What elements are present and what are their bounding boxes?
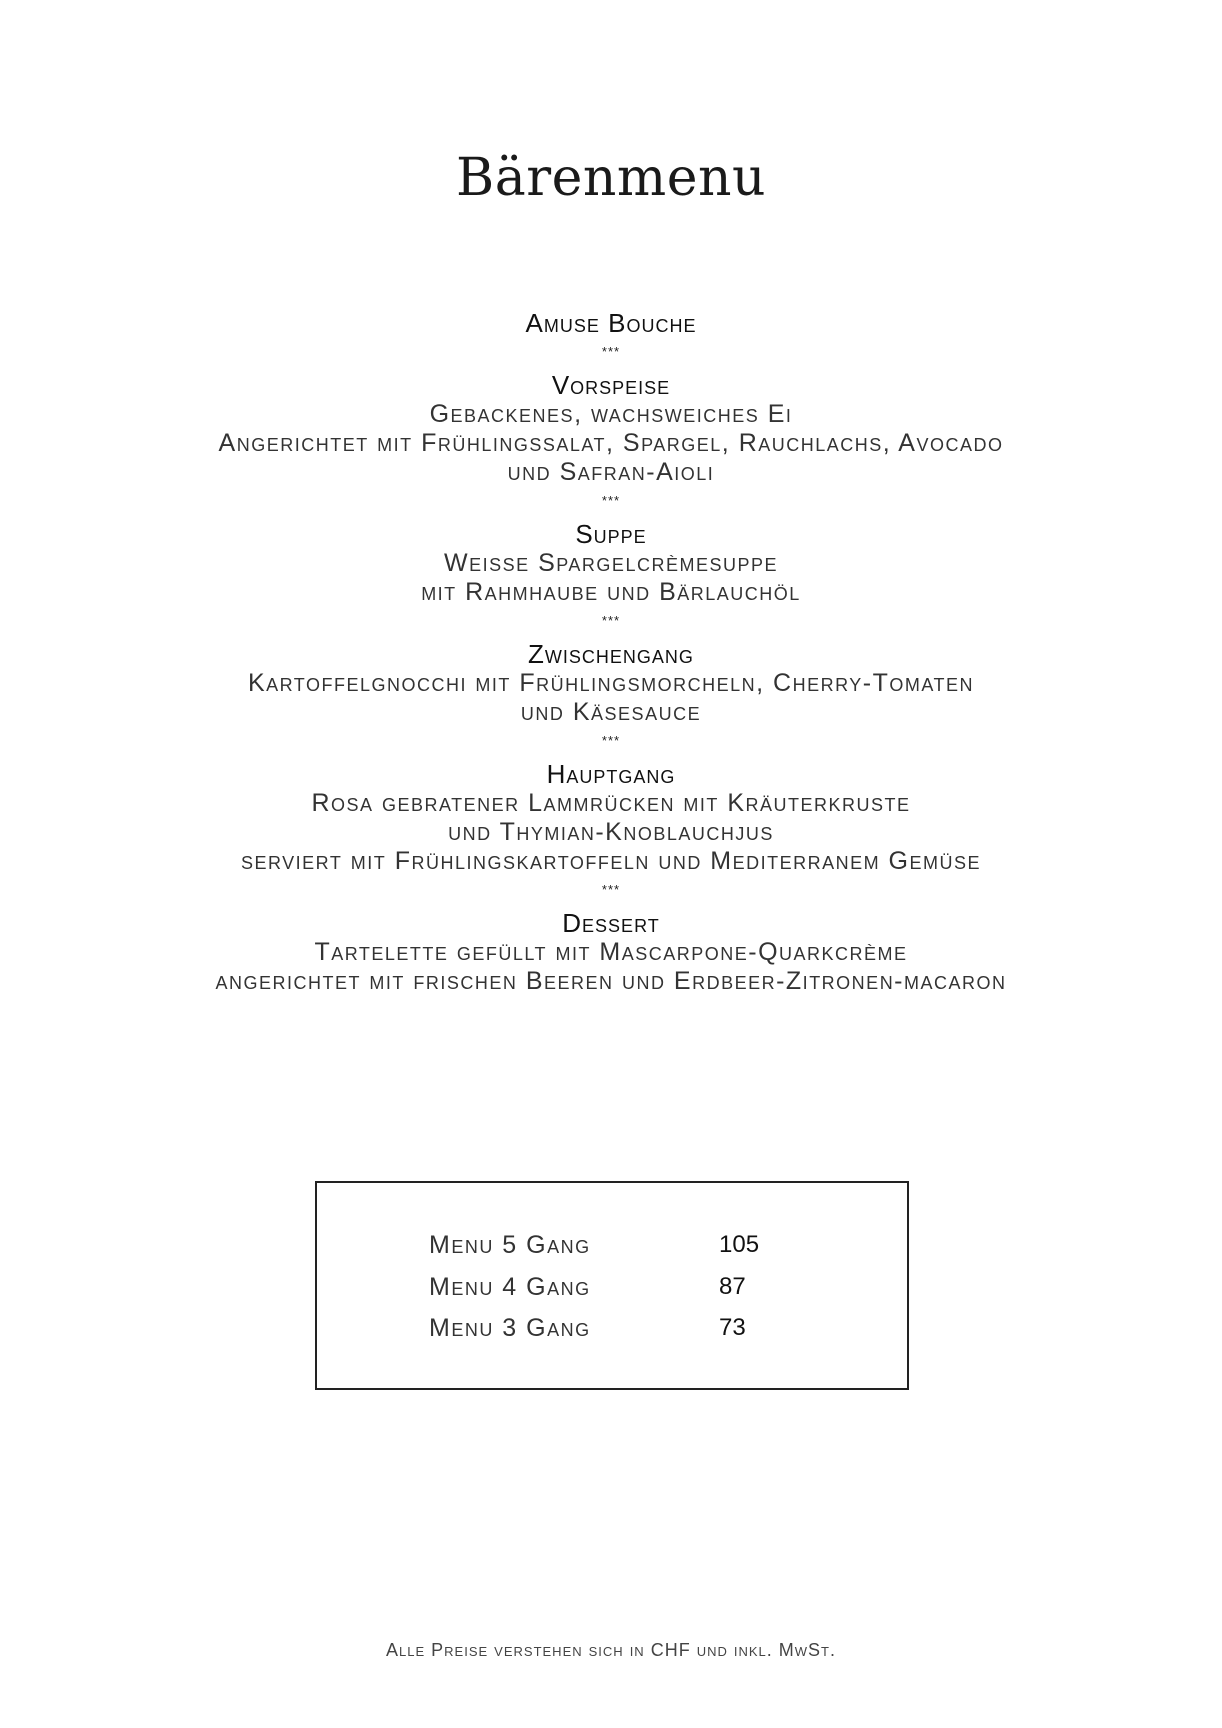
price-label: Menu 5 Gang (429, 1231, 591, 1259)
price-value: 73 (719, 1314, 746, 1341)
course-description: mit Rahmhaube und Bärlauchöl (421, 578, 801, 606)
price-value: 87 (719, 1273, 746, 1300)
course-name: Amuse Bouche (525, 308, 697, 338)
course-description: Rosa gebratener Lammrücken mit Kräuterkruste (311, 789, 911, 817)
price-label: Menu 3 Gang (429, 1314, 591, 1342)
course-name: Zwischengang (528, 639, 694, 669)
price-box (315, 1181, 909, 1390)
course-amuse-bouche (0, 308, 1222, 338)
course-description: Tartelette gefüllt mit Mascarpone-Quarkcrème (314, 938, 908, 966)
course-description: Weisse Spargelcrèmesuppe (444, 549, 778, 577)
course-separator: *** (601, 882, 621, 897)
course-separator: *** (601, 733, 621, 748)
course-dessert (0, 908, 1222, 996)
course-separator: *** (601, 493, 621, 508)
course-name: Vorspeise (551, 370, 671, 400)
course-description: und Käsesauce (520, 698, 702, 726)
price-footnote: Alle Preise verstehen sich in CHF und inkl. MwSt. (386, 1640, 836, 1660)
course-name: Dessert (562, 908, 660, 938)
course-zwischengang (0, 639, 1222, 727)
course-separator: *** (601, 344, 621, 359)
price-value: 105 (719, 1231, 760, 1258)
course-description: Angerichtet mit Frühlingssalat, Spargel, Rauchlachs, Avocado (218, 429, 1004, 457)
price-row (429, 1308, 849, 1348)
course-vorspeise (0, 370, 1222, 487)
course-description: angerichtet mit frischen Beeren und Erdbeer-Zitronen-macaron (215, 967, 1007, 995)
menu-title: Bärenmenu (456, 148, 766, 208)
course-list (0, 308, 1222, 996)
course-hauptgang (0, 759, 1222, 876)
course-description: serviert mit Frühlingskartoffeln und Mediterranem Gemüse (240, 847, 982, 875)
course-name: Suppe (575, 519, 647, 549)
price-row (429, 1225, 849, 1265)
course-description: Gebackenes, wachsweiches Ei (429, 400, 793, 428)
course-name: Hauptgang (546, 759, 676, 789)
price-label: Menu 4 Gang (429, 1273, 591, 1301)
course-description: und Thymian-Knoblauchjus (448, 818, 774, 846)
course-description: und Safran-Aioli (507, 458, 715, 486)
course-suppe (0, 519, 1222, 607)
course-separator: *** (601, 613, 621, 628)
course-description: Kartoffelgnocchi mit Frühlingsmorcheln, Cherry-Tomaten (247, 669, 975, 697)
price-row (429, 1267, 849, 1307)
